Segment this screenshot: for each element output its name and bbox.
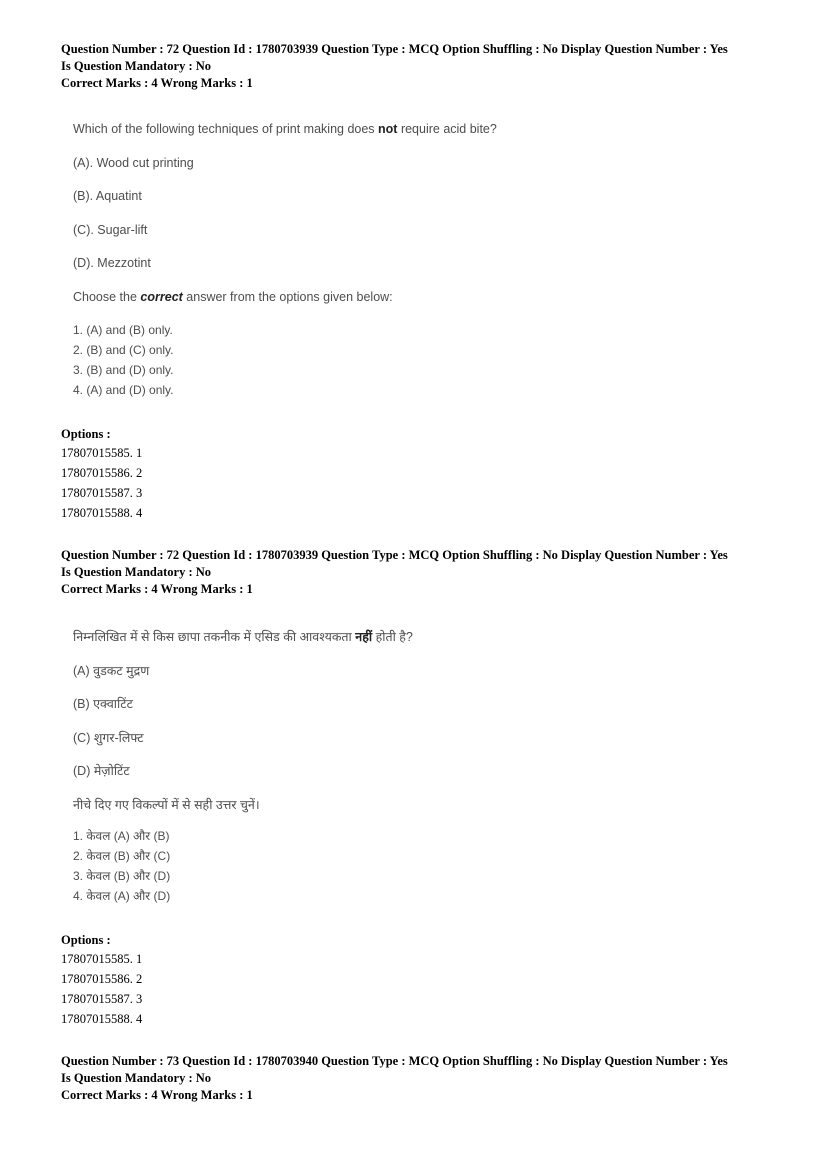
q2-choice-4: 4. केवल (A) और (D): [73, 889, 171, 903]
q2-options-title: Options :: [61, 933, 111, 947]
q1-stem-bold: not: [378, 122, 398, 136]
q2-choice-3: 3. केवल (B) और (D): [73, 869, 171, 883]
q2-option-3: 17807015587. 3: [61, 992, 143, 1006]
q2-choice-1: 1. केवल (A) और (B): [73, 829, 170, 843]
q2-meta-line2: Is Question Mandatory : No: [61, 565, 212, 579]
q1-meta-line1: Question Number : 72 Question Id : 1780703939 Question Type : MCQ Option Shuffling : No Display Question Number : Yes: [61, 42, 728, 56]
q1-options-title: Options :: [61, 427, 111, 441]
q2-option-4: 17807015588. 4: [61, 1012, 143, 1026]
q3-meta-line1: Question Number : 73 Question Id : 1780703940 Question Type : MCQ Option Shuffling : No Display Question Number : Yes: [61, 1054, 728, 1068]
q2-option-2: 17807015586. 2: [61, 972, 143, 986]
q3-meta-line2: Is Question Mandatory : No: [61, 1071, 212, 1085]
q2-item-d: (D) मेज़ोटिंट: [73, 764, 130, 778]
q2-header: [61, 547, 781, 598]
q2-item-a: (A) वुडकट मुद्रण: [73, 664, 150, 678]
q1-option-2: 17807015586. 2: [61, 466, 143, 480]
q2-item-b: (B) एक्वाटिंट: [73, 697, 133, 711]
q1-choice-3: 3. (B) and (D) only.: [73, 363, 174, 377]
q2-option-1: 17807015585. 1: [61, 952, 143, 966]
q1-choice-2: 2. (B) and (C) only.: [73, 343, 174, 357]
q2-stem: निम्नलिखित में से किस छापा तकनीक में एसिड की आवश्यकता नहीं होती है?: [73, 630, 413, 644]
q1-choice-1: 1. (A) and (B) only.: [73, 323, 173, 337]
q1-option-1: 17807015585. 1: [61, 446, 143, 460]
q2-stem-bold: नहीं: [355, 630, 373, 644]
q1-question-image: [73, 120, 773, 410]
q1-item-b: (B). Aquatint: [73, 189, 142, 203]
q2-choose-instruction: नीचे दिए गए विकल्पों में से सही उत्तर चुनें।: [73, 798, 260, 812]
q1-options: [61, 426, 781, 523]
q2-meta-line3: Correct Marks : 4 Wrong Marks : 1: [61, 582, 253, 596]
q1-meta-line2: Is Question Mandatory : No: [61, 59, 212, 73]
q1-item-c: (C). Sugar-lift: [73, 223, 148, 237]
q2-choice-2: 2. केवल (B) और (C): [73, 849, 171, 863]
q1-choose-bold: correct: [140, 290, 183, 304]
q2-question-image: [73, 626, 773, 916]
q1-stem: Which of the following techniques of print making does not require acid bite?: [73, 122, 497, 136]
q1-item-d: (D). Mezzotint: [73, 256, 151, 270]
q1-header: [61, 41, 781, 92]
q1-option-3: 17807015587. 3: [61, 486, 143, 500]
q2-options: [61, 932, 781, 1029]
q1-meta-line3: Correct Marks : 4 Wrong Marks : 1: [61, 76, 253, 90]
q2-item-c: (C) शुगर-लिफ्ट: [73, 731, 144, 745]
q1-choose-instruction: Choose the correct answer from the options given below:: [73, 290, 393, 304]
q3-header: [61, 1053, 781, 1104]
q1-item-a: (A). Wood cut printing: [73, 156, 194, 170]
q2-meta-line1: Question Number : 72 Question Id : 1780703939 Question Type : MCQ Option Shuffling : No Display Question Number : Yes: [61, 548, 728, 562]
q3-meta-line3: Correct Marks : 4 Wrong Marks : 1: [61, 1088, 253, 1102]
q1-choice-4: 4. (A) and (D) only.: [73, 383, 174, 397]
q1-option-4: 17807015588. 4: [61, 506, 143, 520]
